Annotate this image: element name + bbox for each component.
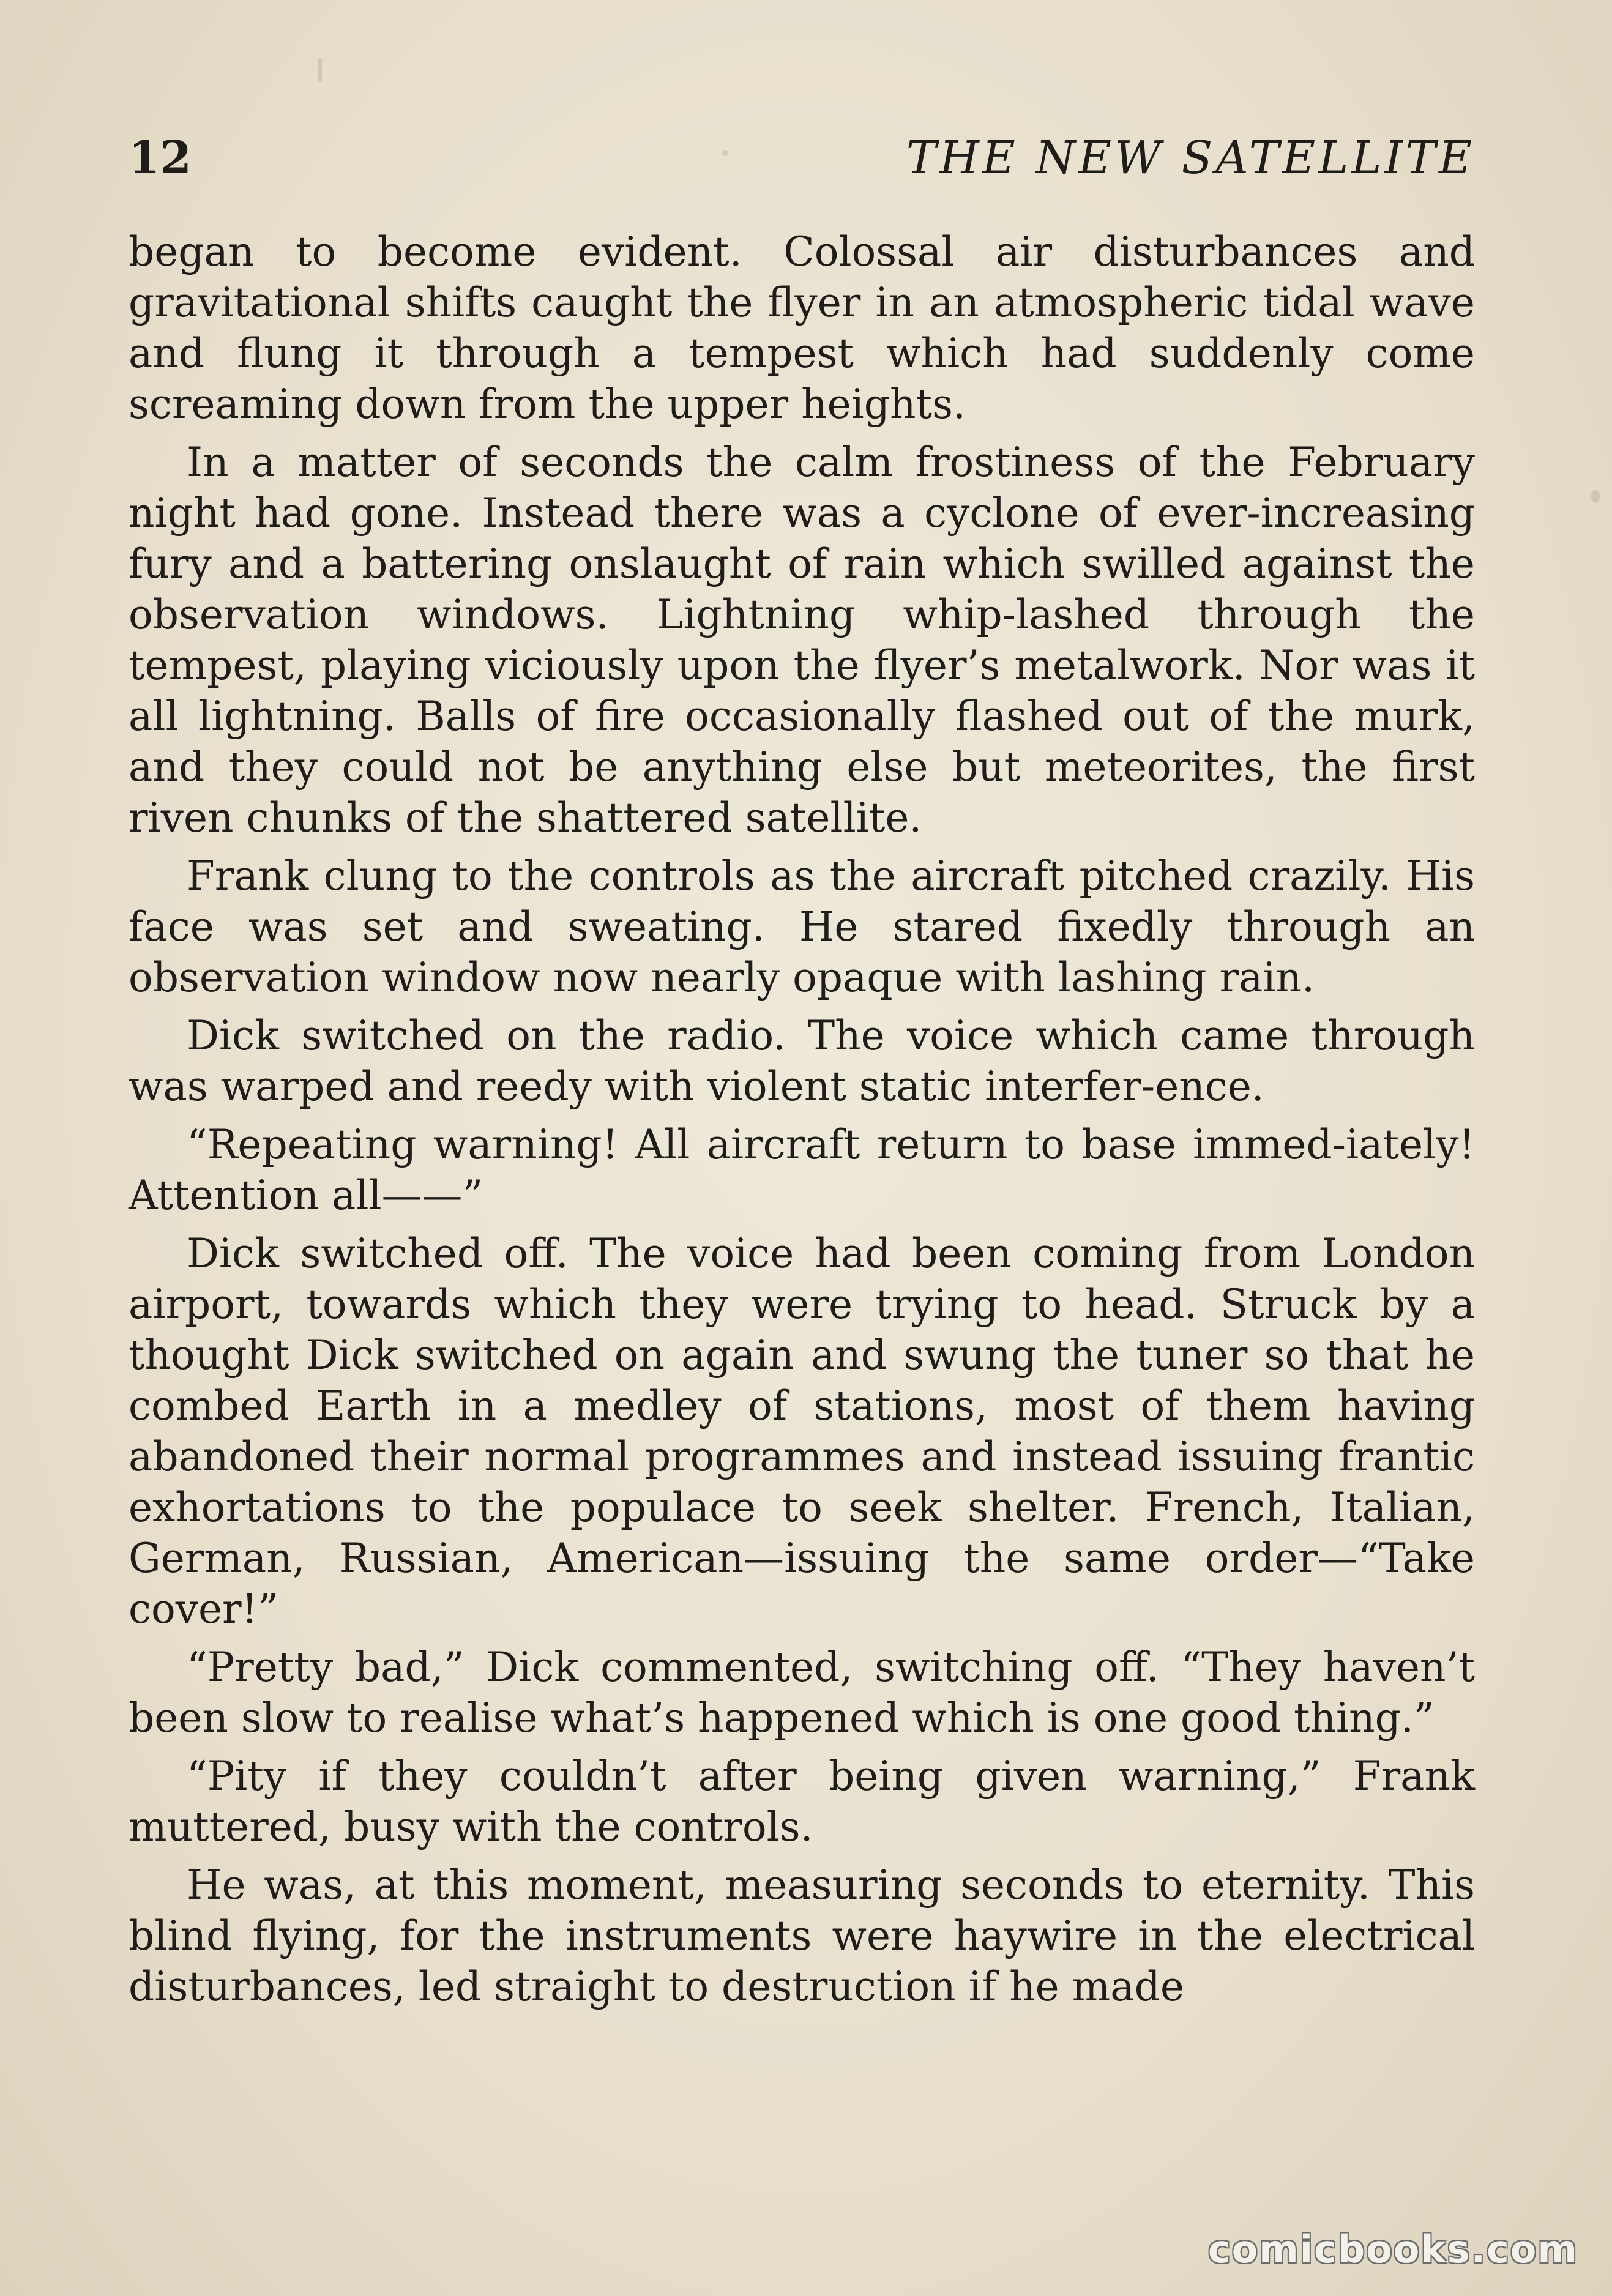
paragraph: “Repeating warning! All aircraft return to base immed-iately! Attention all——” (129, 1121, 1475, 1219)
paragraph: Frank clung to the controls as the aircraft pitched crazily. His face was set and sweating. He stared fixedly through an observation window now nearly opaque with lashing rain. (129, 852, 1475, 1001)
page-number: 12 (129, 132, 192, 184)
paragraph: He was, at this moment, measuring seconds to eternity. This blind flying, for the instruments were haywire in the electrical disturbances, led straight to destruction if he made (129, 1862, 1475, 2010)
paper-spot (318, 58, 322, 83)
paper-spot (1591, 490, 1600, 503)
paragraph: “Pity if they couldn’t after being given warning,” Frank muttered, busy with the controls. (129, 1753, 1475, 1851)
running-title: THE NEW SATELLITE (906, 132, 1475, 184)
paragraph: began to become evident. Colossal air disturbances and gravitational shifts caught the flyer in an atmospheric tidal wave and flung it through a tempest which had suddenly come screaming down from the upper heights. (129, 228, 1475, 428)
book-page (129, 132, 1475, 2019)
body-text (129, 226, 1475, 2012)
paragraph: Dick switched on the radio. The voice which came through was warped and reedy with violent static interfer-ence. (129, 1012, 1475, 1110)
paragraph: Dick switched off. The voice had been coming from London airport, towards which they were trying to head. Struck by a thought Dick switched on again and swung the tuner so that he combed Earth in a medley of stations, most of them having abandoned their normal programmes and instead issuing frantic exhortations to the populace to seek shelter. French, Italian, German, Russian, American—issuing the same order—“Take cover!” (129, 1230, 1475, 1633)
paragraph: In a matter of seconds the calm frostiness of the February night had gone. Instead there was a cyclone of ever-increasing fury and a battering onslaught of rain which swilled against the observation windows. Lightning whip-lashed through the tempest, playing viciously upon the flyer’s metalwork. Nor was it all lightning. Balls of fire occasionally flashed out of the murk, and they could not be anything else but meteorites, the first riven chunks of the shattered satellite. (129, 439, 1475, 841)
paragraph: “Pretty bad,” Dick commented, switching off. “They haven’t been slow to realise what’s happened which is one good thing.” (129, 1644, 1475, 1742)
paper-spot (722, 150, 728, 156)
watermark: comicbooks.com (1207, 2227, 1578, 2272)
page-header (129, 132, 1475, 199)
